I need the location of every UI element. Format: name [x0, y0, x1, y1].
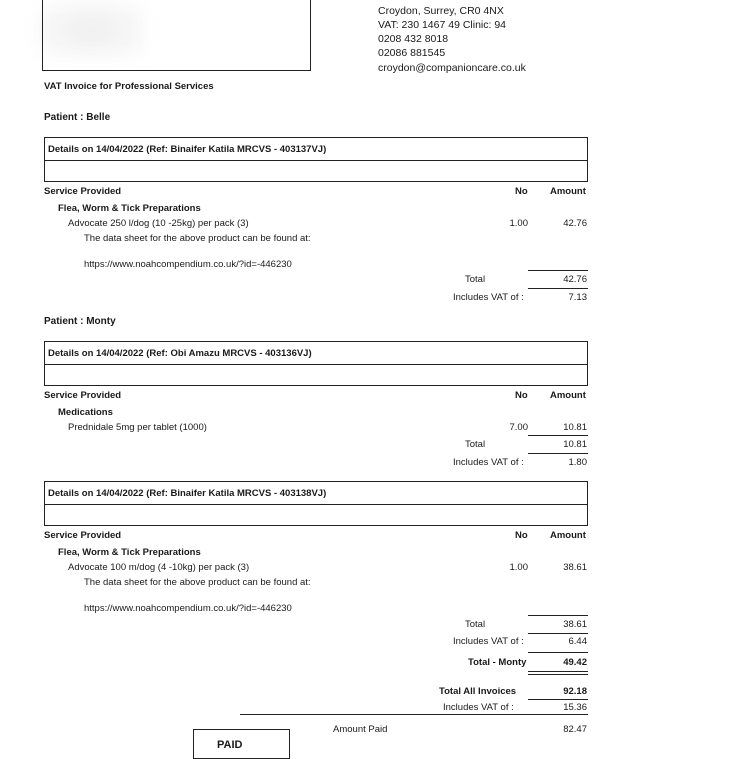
- total-underline: [528, 453, 588, 454]
- patient-total-underline-2: [528, 674, 588, 675]
- total-rule: [528, 615, 588, 616]
- clinic-phone-2: 02086 881545: [378, 47, 446, 59]
- datasheet-url: https://www.noahcompendium.co.uk/?id=-446230: [84, 603, 292, 614]
- address-box: [42, 0, 311, 71]
- service-item: Advocate 100 m/dog (4 -10kg) per pack (3): [68, 562, 250, 573]
- patient-total-underline: [528, 671, 588, 672]
- patient-heading-belle: Patient : Belle: [44, 112, 111, 123]
- details-spacer-box: [44, 504, 588, 526]
- details-title: Details on 14/04/2022 (Ref: Binaifer Katila MRCVS - 403137VJ): [48, 144, 327, 155]
- total-underline: [528, 633, 588, 634]
- patient-heading-monty: Patient : Monty: [44, 316, 116, 327]
- col-no-header: No: [515, 530, 528, 541]
- service-category: Medications: [58, 407, 113, 418]
- grand-separator: [240, 714, 588, 715]
- col-amount-header: Amount: [550, 186, 586, 197]
- details-spacer-box: [44, 160, 588, 182]
- col-no-header: No: [515, 390, 528, 401]
- grand-total-label: Total All Invoices: [439, 686, 517, 697]
- grand-vat-label: Includes VAT of :: [443, 702, 514, 713]
- total-label: Total: [465, 439, 486, 450]
- details-title: Details on 14/04/2022 (Ref: Binaifer Katila MRCVS - 403138VJ): [48, 488, 327, 499]
- grand-total-value: 92.18: [563, 686, 587, 697]
- patient-total-rule: [528, 652, 588, 653]
- vat-label: Includes VAT of :: [453, 636, 524, 647]
- datasheet-note: The data sheet for the above product can be found at:: [84, 233, 311, 244]
- col-amount-header: Amount: [550, 530, 586, 541]
- total-rule: [528, 435, 588, 436]
- service-category: Flea, Worm & Tick Preparations: [58, 547, 201, 558]
- total-label: Total: [465, 619, 486, 630]
- clinic-phone-1: 0208 432 8018: [378, 33, 449, 45]
- service-category: Flea, Worm & Tick Preparations: [58, 203, 201, 214]
- datasheet-note: The data sheet for the above product can be found at:: [84, 577, 311, 588]
- details-spacer-box: [44, 364, 588, 386]
- vat-label: Includes VAT of :: [453, 457, 524, 468]
- patient-total-value: 49.42: [563, 657, 587, 668]
- vat-value: 7.13: [568, 292, 587, 303]
- col-no-header: No: [515, 186, 528, 197]
- amount-paid-label: Amount Paid: [333, 724, 388, 735]
- total-value: 38.61: [563, 619, 587, 630]
- amount-paid-value: 82.47: [563, 724, 587, 735]
- clinic-email: croydon@companioncare.co.uk: [378, 62, 526, 74]
- service-item: Prednidale 5mg per tablet (1000): [68, 422, 207, 433]
- col-service-header: Service Provided: [44, 530, 122, 541]
- service-qty: 1.00: [509, 562, 528, 573]
- datasheet-url: https://www.noahcompendium.co.uk/?id=-446230: [84, 259, 292, 270]
- total-value: 10.81: [563, 439, 587, 450]
- total-value: 42.76: [563, 274, 587, 285]
- clinic-address: Croydon, Surrey, CR0 4NX: [378, 5, 504, 17]
- col-service-header: Service Provided: [44, 186, 122, 197]
- invoice-title: VAT Invoice for Professional Services: [44, 81, 214, 92]
- service-qty: 7.00: [509, 422, 528, 433]
- service-amount: 38.61: [563, 562, 587, 573]
- total-rule: [528, 270, 588, 271]
- total-underline: [528, 288, 588, 289]
- service-amount: 10.81: [563, 422, 587, 433]
- service-item: Advocate 250 l/dog (10 -25kg) per pack (3): [68, 218, 249, 229]
- vat-label: Includes VAT of :: [453, 292, 524, 303]
- vat-value: 6.44: [568, 636, 587, 647]
- total-label: Total: [465, 274, 486, 285]
- grand-vat-value: 15.36: [563, 702, 587, 713]
- clinic-vat: VAT: 230 1467 49 Clinic: 94: [378, 19, 507, 31]
- patient-total-label: Total - Monty: [468, 657, 527, 668]
- details-title: Details on 14/04/2022 (Ref: Obi Amazu MRCVS - 403136VJ): [48, 348, 312, 359]
- col-amount-header: Amount: [550, 390, 586, 401]
- paid-stamp-text: PAID: [217, 739, 243, 751]
- service-qty: 1.00: [509, 218, 528, 229]
- service-amount: 42.76: [563, 218, 587, 229]
- vat-value: 1.80: [568, 457, 587, 468]
- grand-total-underline: [528, 699, 588, 700]
- col-service-header: Service Provided: [44, 390, 122, 401]
